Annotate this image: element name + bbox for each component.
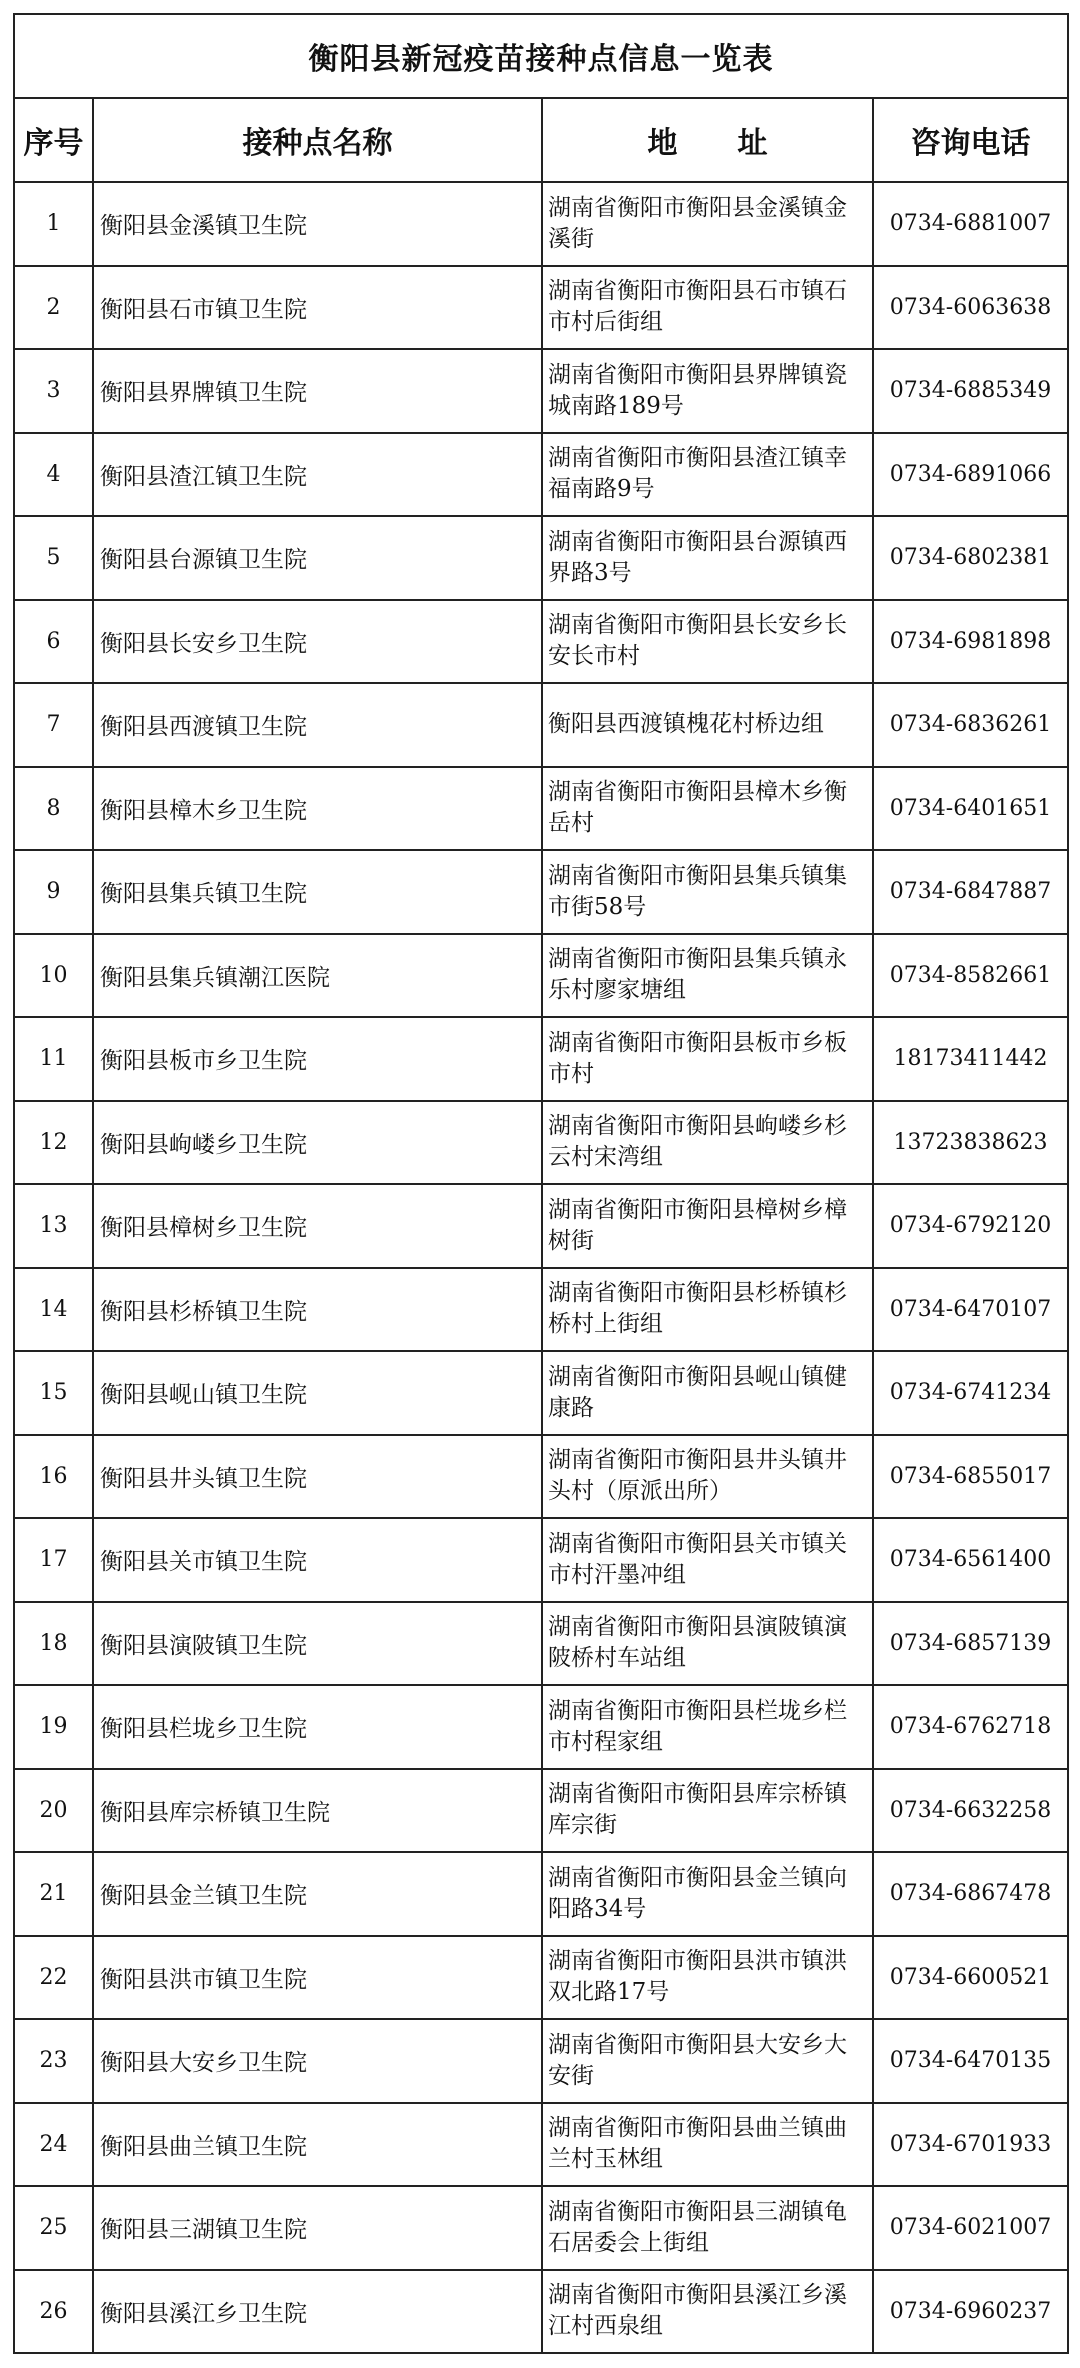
table-row (14, 1518, 1068, 1602)
site-phone: 0734-6063638 (873, 266, 1068, 350)
table-row (14, 1017, 1068, 1101)
table-row (14, 1351, 1068, 1435)
vaccination-sites-table (13, 13, 1069, 2354)
site-phone: 0734-6741234 (873, 1351, 1068, 1435)
site-address: 湖南省衡阳市衡阳县杉桥镇杉桥村上街组 (542, 1268, 873, 1352)
site-name: 衡阳县关市镇卫生院 (93, 1518, 542, 1602)
row-number: 7 (14, 683, 93, 767)
table-row (14, 934, 1068, 1018)
row-number: 1 (14, 182, 93, 266)
table-row (14, 1685, 1068, 1769)
site-address: 湖南省衡阳市衡阳县渣江镇幸福南路9号 (542, 433, 873, 517)
site-address: 湖南省衡阳市衡阳县界牌镇瓷城南路189号 (542, 349, 873, 433)
site-name: 衡阳县栏垅乡卫生院 (93, 1685, 542, 1769)
site-address: 湖南省衡阳市衡阳县金溪镇金溪街 (542, 182, 873, 266)
site-phone: 0734-6762718 (873, 1685, 1068, 1769)
row-number: 4 (14, 433, 93, 517)
row-number: 26 (14, 2270, 93, 2354)
site-name: 衡阳县渣江镇卫生院 (93, 433, 542, 517)
table-row (14, 1268, 1068, 1352)
row-number: 25 (14, 2186, 93, 2270)
header-phone: 咨询电话 (873, 98, 1068, 182)
site-name: 衡阳县溪江乡卫生院 (93, 2270, 542, 2354)
table-row (14, 2103, 1068, 2187)
table-row (14, 1936, 1068, 2020)
site-address: 衡阳县西渡镇槐花村桥边组 (542, 683, 873, 767)
site-name: 衡阳县岘山镇卫生院 (93, 1351, 542, 1435)
site-address: 湖南省衡阳市衡阳县石市镇石市村后街组 (542, 266, 873, 350)
site-name: 衡阳县西渡镇卫生院 (93, 683, 542, 767)
row-number: 23 (14, 2019, 93, 2103)
site-phone: 0734-6701933 (873, 2103, 1068, 2187)
site-name: 衡阳县长安乡卫生院 (93, 600, 542, 684)
site-address: 湖南省衡阳市衡阳县大安乡大安街 (542, 2019, 873, 2103)
site-name: 衡阳县界牌镇卫生院 (93, 349, 542, 433)
table-row (14, 182, 1068, 266)
row-number: 13 (14, 1184, 93, 1268)
table-row (14, 2270, 1068, 2354)
site-address: 湖南省衡阳市衡阳县溪江乡溪江村西泉组 (542, 2270, 873, 2354)
site-address: 湖南省衡阳市衡阳县岘山镇健康路 (542, 1351, 873, 1435)
site-address: 湖南省衡阳市衡阳县井头镇井头村（原派出所） (542, 1435, 873, 1519)
site-name: 衡阳县金兰镇卫生院 (93, 1852, 542, 1936)
site-address: 湖南省衡阳市衡阳县三湖镇龟石居委会上街组 (542, 2186, 873, 2270)
site-name: 衡阳县大安乡卫生院 (93, 2019, 542, 2103)
site-name: 衡阳县樟木乡卫生院 (93, 767, 542, 851)
row-number: 8 (14, 767, 93, 851)
table-title: 衡阳县新冠疫苗接种点信息一览表 (14, 14, 1068, 98)
site-phone: 0734-6470135 (873, 2019, 1068, 2103)
site-phone: 0734-6021007 (873, 2186, 1068, 2270)
site-name: 衡阳县集兵镇潮江医院 (93, 934, 542, 1018)
row-number: 9 (14, 850, 93, 934)
row-number: 16 (14, 1435, 93, 1519)
site-address: 湖南省衡阳市衡阳县樟木乡衡岳村 (542, 767, 873, 851)
site-phone: 18173411442 (873, 1017, 1068, 1101)
row-number: 18 (14, 1602, 93, 1686)
site-name: 衡阳县樟树乡卫生院 (93, 1184, 542, 1268)
site-phone: 0734-6867478 (873, 1852, 1068, 1936)
row-number: 11 (14, 1017, 93, 1101)
site-name: 衡阳县集兵镇卫生院 (93, 850, 542, 934)
site-name: 衡阳县杉桥镇卫生院 (93, 1268, 542, 1352)
site-phone: 0734-6792120 (873, 1184, 1068, 1268)
row-number: 2 (14, 266, 93, 350)
table-row (14, 600, 1068, 684)
header-row (14, 98, 1068, 182)
site-address: 湖南省衡阳市衡阳县长安乡长安长市村 (542, 600, 873, 684)
table-row (14, 1852, 1068, 1936)
site-address: 湖南省衡阳市衡阳县金兰镇向阳路34号 (542, 1852, 873, 1936)
table-row (14, 1184, 1068, 1268)
site-name: 衡阳县洪市镇卫生院 (93, 1936, 542, 2020)
header-no: 序号 (14, 98, 93, 182)
site-address: 湖南省衡阳市衡阳县库宗桥镇库宗街 (542, 1769, 873, 1853)
site-phone: 0734-6847887 (873, 850, 1068, 934)
table-row (14, 2186, 1068, 2270)
site-address: 湖南省衡阳市衡阳县集兵镇集市街58号 (542, 850, 873, 934)
row-number: 6 (14, 600, 93, 684)
site-name: 衡阳县石市镇卫生院 (93, 266, 542, 350)
site-name: 衡阳县台源镇卫生院 (93, 516, 542, 600)
row-number: 21 (14, 1852, 93, 1936)
site-address: 湖南省衡阳市衡阳县板市乡板市村 (542, 1017, 873, 1101)
row-number: 24 (14, 2103, 93, 2187)
site-name: 衡阳县井头镇卫生院 (93, 1435, 542, 1519)
site-phone: 0734-6891066 (873, 433, 1068, 517)
site-phone: 0734-6802381 (873, 516, 1068, 600)
site-name: 衡阳县库宗桥镇卫生院 (93, 1769, 542, 1853)
row-number: 10 (14, 934, 93, 1018)
row-number: 12 (14, 1101, 93, 1185)
site-phone: 0734-6857139 (873, 1602, 1068, 1686)
site-phone: 0734-6960237 (873, 2270, 1068, 2354)
title-row (14, 14, 1068, 98)
site-address: 湖南省衡阳市衡阳县关市镇关市村汗墨冲组 (542, 1518, 873, 1602)
table-row (14, 1435, 1068, 1519)
site-phone: 0734-6632258 (873, 1769, 1068, 1853)
header-site-name: 接种点名称 (93, 98, 542, 182)
site-address: 湖南省衡阳市衡阳县集兵镇永乐村廖家塘组 (542, 934, 873, 1018)
table-row (14, 433, 1068, 517)
site-address: 湖南省衡阳市衡阳县演陂镇演陂桥村车站组 (542, 1602, 873, 1686)
site-name: 衡阳县岣嵝乡卫生院 (93, 1101, 542, 1185)
table-row (14, 767, 1068, 851)
table-row (14, 349, 1068, 433)
row-number: 3 (14, 349, 93, 433)
table-row (14, 1769, 1068, 1853)
header-address: 地 址 (542, 98, 873, 182)
table-row (14, 516, 1068, 600)
site-address: 湖南省衡阳市衡阳县樟树乡樟树街 (542, 1184, 873, 1268)
site-address: 湖南省衡阳市衡阳县岣嵝乡杉云村宋湾组 (542, 1101, 873, 1185)
table-row (14, 2019, 1068, 2103)
site-name: 衡阳县曲兰镇卫生院 (93, 2103, 542, 2187)
row-number: 5 (14, 516, 93, 600)
site-address: 湖南省衡阳市衡阳县曲兰镇曲兰村玉林组 (542, 2103, 873, 2187)
site-phone: 0734-6401651 (873, 767, 1068, 851)
site-name: 衡阳县三湖镇卫生院 (93, 2186, 542, 2270)
table-row (14, 1101, 1068, 1185)
site-phone: 13723838623 (873, 1101, 1068, 1185)
table-row (14, 266, 1068, 350)
row-number: 17 (14, 1518, 93, 1602)
site-name: 衡阳县演陂镇卫生院 (93, 1602, 542, 1686)
site-name: 衡阳县金溪镇卫生院 (93, 182, 542, 266)
site-phone: 0734-6885349 (873, 349, 1068, 433)
row-number: 19 (14, 1685, 93, 1769)
site-name: 衡阳县板市乡卫生院 (93, 1017, 542, 1101)
site-phone: 0734-6836261 (873, 683, 1068, 767)
table-row (14, 1602, 1068, 1686)
site-phone: 0734-6981898 (873, 600, 1068, 684)
table-row (14, 683, 1068, 767)
site-address: 湖南省衡阳市衡阳县栏垅乡栏市村程家组 (542, 1685, 873, 1769)
table-body (14, 182, 1068, 2353)
site-address: 湖南省衡阳市衡阳县台源镇西界路3号 (542, 516, 873, 600)
site-phone: 0734-6881007 (873, 182, 1068, 266)
row-number: 15 (14, 1351, 93, 1435)
row-number: 22 (14, 1936, 93, 2020)
site-phone: 0734-8582661 (873, 934, 1068, 1018)
vaccination-sites-sheet (13, 13, 1067, 2355)
row-number: 14 (14, 1268, 93, 1352)
site-phone: 0734-6855017 (873, 1435, 1068, 1519)
table-row (14, 850, 1068, 934)
site-phone: 0734-6600521 (873, 1936, 1068, 2020)
site-phone: 0734-6561400 (873, 1518, 1068, 1602)
site-address: 湖南省衡阳市衡阳县洪市镇洪双北路17号 (542, 1936, 873, 2020)
row-number: 20 (14, 1769, 93, 1853)
site-phone: 0734-6470107 (873, 1268, 1068, 1352)
